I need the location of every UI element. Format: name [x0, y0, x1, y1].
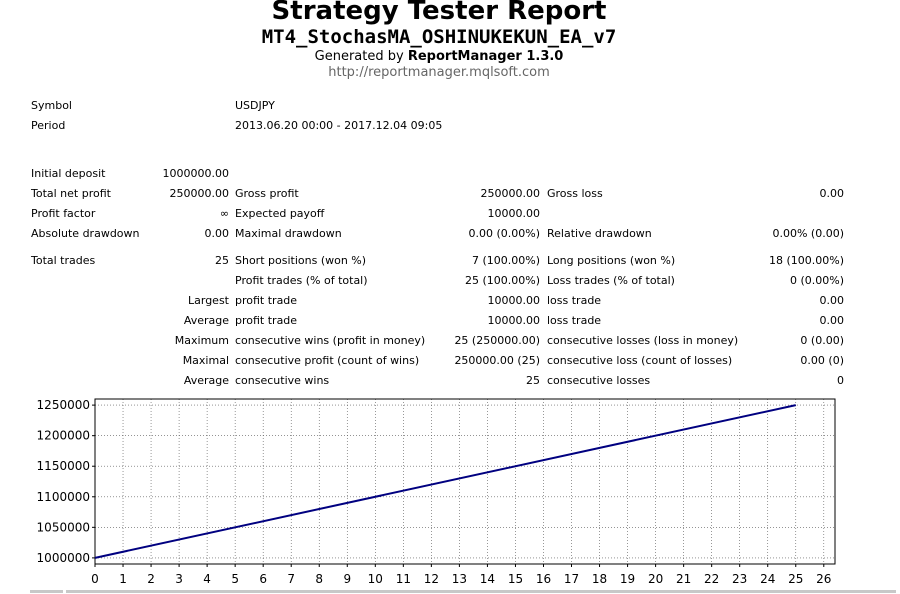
gross-profit-value: 250000.00: [480, 187, 540, 200]
avg-consec-wins-value: 25: [526, 374, 540, 387]
x-tick-label: 17: [563, 572, 580, 586]
maximum-label: Maximum: [174, 334, 229, 347]
y-tick-label: 1100000: [36, 489, 90, 504]
absolute-drawdown-label: Absolute drawdown: [31, 227, 140, 240]
gross-profit-label: Gross profit: [235, 187, 299, 200]
y-tick-label: 1150000: [36, 459, 90, 474]
profit-factor-value: ∞: [219, 207, 229, 220]
plot-frame: [95, 399, 835, 564]
maximal-consec-loss-label: consecutive loss (count of losses): [547, 354, 733, 367]
maximal-consec-loss-value: 0.00 (0): [800, 354, 844, 367]
total-trades-label: Total trades: [31, 254, 96, 267]
x-tick-label: 10: [367, 572, 383, 586]
x-tick-label: 2: [147, 572, 155, 586]
relative-drawdown-value: 0.00% (0.00): [772, 227, 844, 240]
maximal-consec-profit-value: 250000.00 (25): [454, 354, 540, 367]
gross-loss-label: Gross loss: [547, 187, 603, 200]
x-tick-label: 18: [591, 572, 608, 586]
gross-loss-value: 0.00: [819, 187, 844, 200]
average-loss-label: loss trade: [547, 314, 602, 327]
y-tick-label: 1050000: [36, 520, 90, 535]
initial-deposit-value: 1000000.00: [162, 167, 229, 180]
x-tick-label: 22: [704, 572, 720, 586]
largest-profit-label: profit trade: [235, 294, 298, 307]
y-tick-label: 1200000: [36, 428, 90, 443]
y-tick-label: 1250000: [36, 398, 90, 413]
absolute-drawdown-value: 0.00: [204, 227, 229, 240]
average-consecutive-label: Average: [183, 374, 229, 387]
x-tick-label: 3: [175, 572, 183, 586]
avg-consec-losses-label: consecutive losses: [547, 374, 651, 387]
profit-trades-label: Profit trades (% of total): [235, 274, 368, 287]
short-positions-label: Short positions (won %): [235, 254, 367, 267]
x-tick-label: 19: [619, 572, 636, 586]
average-label: Average: [183, 314, 229, 327]
largest-profit-value: 10000.00: [487, 294, 540, 307]
loss-trades-value: 0 (0.00%): [789, 274, 844, 287]
x-tick-label: 7: [287, 572, 296, 586]
x-tick-label: 13: [451, 572, 468, 586]
profit-factor-label: Profit factor: [31, 207, 96, 220]
symbol-value: USDJPY: [235, 99, 275, 112]
y-tick-label: 1000000: [36, 550, 90, 565]
maximal-label: Maximal: [182, 354, 229, 367]
max-consec-losses-label: consecutive losses (loss in money): [547, 334, 739, 347]
largest-loss-value: 0.00: [819, 294, 844, 307]
max-consec-wins-value: 25 (250000.00): [454, 334, 540, 347]
expected-payoff-value: 10000.00: [487, 207, 540, 220]
initial-deposit-label: Initial deposit: [31, 167, 106, 180]
total-net-profit-value: 250000.00: [169, 187, 229, 200]
divider: [66, 590, 896, 593]
x-tick-label: 24: [760, 572, 776, 586]
avg-consec-losses-value: 0: [837, 374, 844, 387]
loss-trades-label: Loss trades (% of total): [547, 274, 675, 287]
max-consec-losses-value: 0 (0.00): [800, 334, 844, 347]
avg-consec-wins-label: consecutive wins: [235, 374, 330, 387]
average-loss-value: 0.00: [819, 314, 844, 327]
x-tick-label: 16: [535, 572, 552, 586]
maximal-drawdown-label: Maximal drawdown: [235, 227, 342, 240]
x-tick-label: 5: [231, 572, 239, 586]
largest-loss-label: loss trade: [547, 294, 602, 307]
largest-label: Largest: [188, 294, 229, 307]
x-tick-label: 4: [203, 572, 211, 586]
period-label: Period: [31, 119, 66, 132]
x-tick-label: 6: [259, 572, 268, 586]
generated-prefix: Generated by: [314, 49, 408, 64]
x-tick-label: 20: [647, 572, 664, 586]
x-tick-label: 0: [91, 572, 99, 586]
expert-name: MT4_StochasMA_OSHINUKEKUN_EA_v7: [261, 26, 617, 48]
average-profit-value: 10000.00: [487, 314, 540, 327]
report-header: [0, 0, 878, 81]
x-tick-label: 23: [732, 572, 748, 586]
x-tick-label: 21: [675, 572, 692, 586]
short-positions-value: 7 (100.00%): [471, 254, 540, 267]
expected-payoff-label: Expected payoff: [235, 207, 325, 220]
maximal-drawdown-value: 0.00 (0.00%): [468, 227, 540, 240]
x-tick-label: 26: [816, 572, 832, 586]
profit-trades-value: 25 (100.00%): [464, 274, 540, 287]
x-tick-label: 1: [119, 572, 127, 586]
x-tick-label: 8: [315, 572, 324, 586]
max-consec-wins-label: consecutive wins (profit in money): [235, 334, 426, 347]
total-net-profit-label: Total net profit: [31, 187, 111, 200]
symbol-label: Symbol: [31, 99, 72, 112]
x-tick-label: 9: [343, 572, 352, 586]
long-positions-value: 18 (100.00%): [768, 254, 844, 267]
period-value: 2013.06.20 00:00 - 2017.12.04 09:05: [235, 119, 443, 132]
total-trades-value: 25: [215, 254, 229, 267]
long-positions-label: Long positions (won %): [547, 254, 676, 267]
generated-by: [0, 48, 878, 65]
generator-name: ReportManager 1.3.0: [407, 49, 564, 64]
balance-chart: [0, 392, 900, 592]
x-tick-label: 11: [395, 572, 411, 586]
x-tick-label: 12: [423, 572, 440, 586]
x-tick-label: 14: [479, 572, 496, 586]
generator-url[interactable]: http://reportmanager.mqlsoft.com: [328, 65, 550, 80]
x-tick-label: 25: [788, 572, 804, 586]
maximal-consec-profit-label: consecutive profit (count of wins): [235, 354, 420, 367]
divider: [30, 590, 63, 593]
report-title: Strategy Tester Report: [271, 0, 607, 26]
average-profit-label: profit trade: [235, 314, 298, 327]
x-tick-label: 15: [507, 572, 524, 586]
balance-line: [95, 405, 796, 558]
relative-drawdown-label: Relative drawdown: [547, 227, 652, 240]
